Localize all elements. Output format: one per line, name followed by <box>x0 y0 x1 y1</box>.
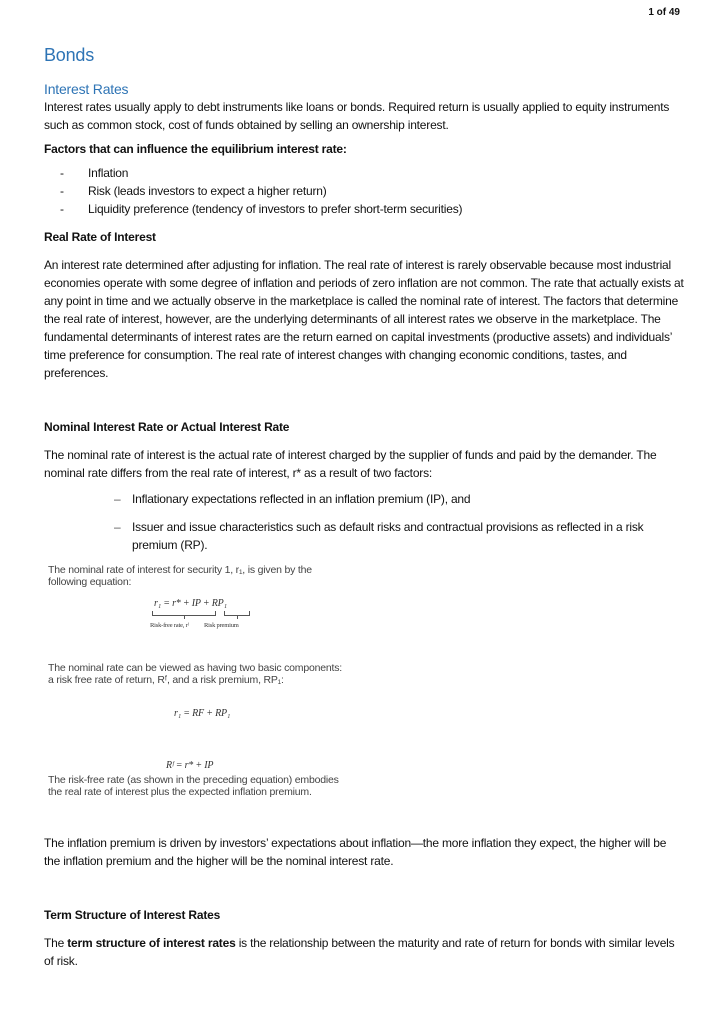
document-body <box>44 44 684 970</box>
factors-heading: Factors that can influence the equilibrium interest rate: <box>44 142 347 156</box>
figure-text-1: The nominal rate of interest for security 1, r₁, is given by the following equation: <box>48 564 312 588</box>
term-structure-rest: is the relationship between the maturity and rate of return for bonds with similar levels of risk. <box>44 936 675 968</box>
figure-text-3: The risk-free rate (as shown in the preceding equation) embodies the real rate of interest plus the expected inflation premium. <box>48 774 339 798</box>
nominal-rate-paragraph: The nominal rate of interest is the actual rate of interest charged by the supplier of funds and paid by the demander. The nominal rate differs from the real rate of interest, r* as a result of two factors: <box>44 448 657 480</box>
list-item: – Issuer and issue characteristics such as default risks and contractual provisions as reflected in a risk premium (RP). <box>114 518 684 554</box>
page-title: Bonds <box>44 45 95 65</box>
figure-text-2: The nominal rate can be viewed as having two basic components: a risk free rate of return, Rᶠ, and a risk premium, RP₁: <box>48 662 343 686</box>
equation-3: Rᶠ = r* + IP <box>166 760 214 771</box>
term-structure-term: term structure of interest rates <box>67 936 236 950</box>
equation-1: r₁ = r* + IP + RP₁ <box>154 598 227 609</box>
inflation-premium-paragraph: The inflation premium is driven by investors’ expectations about inflation—the more inflation they expect, the higher will be the inflation premium and the higher will be the nominal interest rate. <box>44 836 667 868</box>
real-rate-heading: Real Rate of Interest <box>44 230 156 244</box>
real-rate-paragraph: An interest rate determined after adjusting for inflation. The real rate of interest is rarely observable because most industrial economies operate with some degree of inflation and periods of zero inflation are not common. The rate that actually exists at any point in time and we actually observe in the marketplace is called the nominal rate of interest. The factors that determine the real rate of interest, however, are the underlying determinants of all interest rates we observe in the marketplace. The fundamental determinants of interest rates are the return earned on capital investments (productive assets) and individuals’ time preference for consumption. The real rate of interest changes with changing economic conditions, tastes, and preferences. <box>44 258 684 380</box>
list-item: - Risk (leads investors to expect a higher return) <box>60 182 684 200</box>
term-structure-heading: Term Structure of Interest Rates <box>44 908 221 922</box>
interest-rates-heading: Interest Rates <box>44 81 129 97</box>
risk-premium-brace <box>224 611 250 616</box>
term-structure-lead: The <box>44 936 65 950</box>
page-number: 1 of 49 <box>648 7 680 18</box>
nominal-rate-heading: Nominal Interest Rate or Actual Interest Rate <box>44 420 290 434</box>
equation-2: r₁ = RF + RP₁ <box>174 708 231 719</box>
risk-free-brace <box>152 611 216 616</box>
risk-free-label: Risk-free rate, rᶠ <box>150 622 189 629</box>
risk-premium-label: Risk premium <box>204 622 239 629</box>
list-item: - Inflation <box>60 164 684 182</box>
term-structure-paragraph <box>44 934 684 970</box>
nominal-factors-list <box>44 490 684 554</box>
factors-list <box>44 164 684 218</box>
equation-figure <box>48 564 378 826</box>
interest-rates-intro: Interest rates usually apply to debt instruments like loans or bonds. Required return is usually applied to equity instruments such as common stock, cost of funds obtained by selling an ownership interest. <box>44 100 670 132</box>
list-item: - Liquidity preference (tendency of investors to prefer short-term securities) <box>60 200 684 218</box>
list-item: – Inflationary expectations reflected in an inflation premium (IP), and <box>114 490 684 508</box>
